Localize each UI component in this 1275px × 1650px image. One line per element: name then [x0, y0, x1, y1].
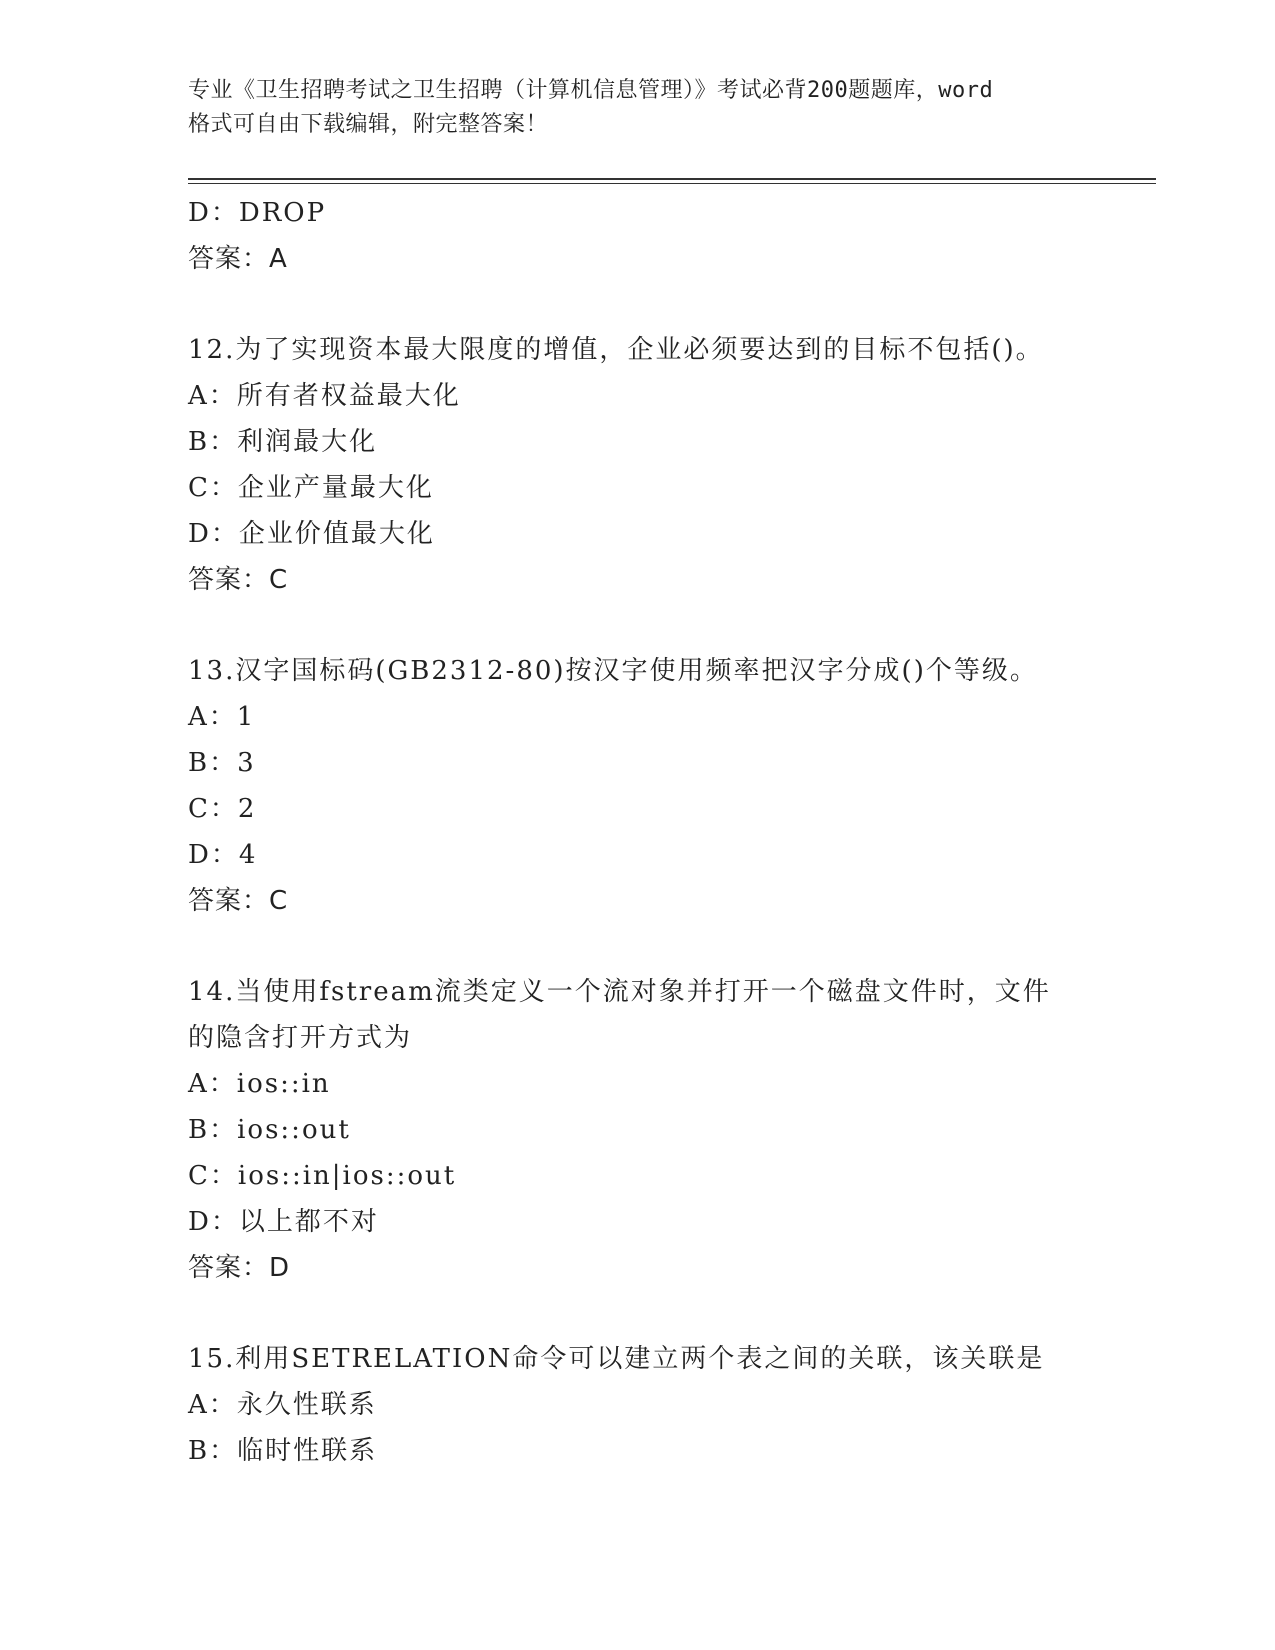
answer-line: 答案：C [188, 886, 289, 916]
question-stem-line-2: 的隐含打开方式为 [188, 1023, 413, 1053]
option-a: A：永久性联系 [188, 1390, 377, 1420]
question-15 [188, 1336, 1088, 1474]
answer-line: 答案：D [188, 1253, 291, 1283]
document-header [188, 74, 1088, 142]
question-14 [188, 969, 1088, 1291]
answer-line: 答案：A [188, 244, 288, 274]
question-12 [188, 327, 1088, 603]
question-content [188, 190, 1088, 1474]
option-b: B：3 [188, 748, 256, 778]
question-stem: 15.利用SETRELATION命令可以建立两个表之间的关联，该关联是 [188, 1344, 1045, 1374]
option-b: B：利润最大化 [188, 427, 378, 457]
option-c: C：ios::in|ios::out [188, 1161, 457, 1191]
option-a: A：ios::in [188, 1069, 331, 1099]
answer-line: 答案：C [188, 565, 289, 595]
question-stem: 13.汉字国标码(GB2312-80)按汉字使用频率把汉字分成()个等级。 [188, 656, 1038, 686]
option-c: C：企业产量最大化 [188, 473, 434, 503]
option-b: B：临时性联系 [188, 1436, 378, 1466]
spacer [188, 924, 1088, 969]
option-b: B：ios::out [188, 1115, 351, 1145]
header-divider-thin [188, 183, 1156, 184]
spacer [188, 282, 1088, 327]
option-a: A：1 [188, 702, 256, 732]
question-stem-line-1: 14.当使用fstream流类定义一个流对象并打开一个磁盘文件时，文件 [188, 977, 1051, 1007]
question-13 [188, 648, 1088, 924]
option-a: A：所有者权益最大化 [188, 381, 461, 411]
option-d: D：企业价值最大化 [188, 519, 435, 549]
previous-question-fragment [188, 190, 1088, 282]
option-d: D：以上都不对 [188, 1207, 379, 1237]
header-title-line-1: 专业《卫生招聘考试之卫生招聘（计算机信息管理）》考试必背200题题库，word [188, 78, 994, 103]
header-title-line-2: 格式可自由下载编辑，附完整答案！ [188, 112, 549, 137]
question-stem: 12.为了实现资本最大限度的增值，企业必须要达到的目标不包括()。 [188, 335, 1044, 365]
option-c: C：2 [188, 794, 257, 824]
spacer [188, 1291, 1088, 1336]
header-divider-thick [188, 178, 1156, 180]
option-d: D：DROP [188, 198, 327, 228]
spacer [188, 603, 1088, 648]
option-d: D：4 [188, 840, 258, 870]
